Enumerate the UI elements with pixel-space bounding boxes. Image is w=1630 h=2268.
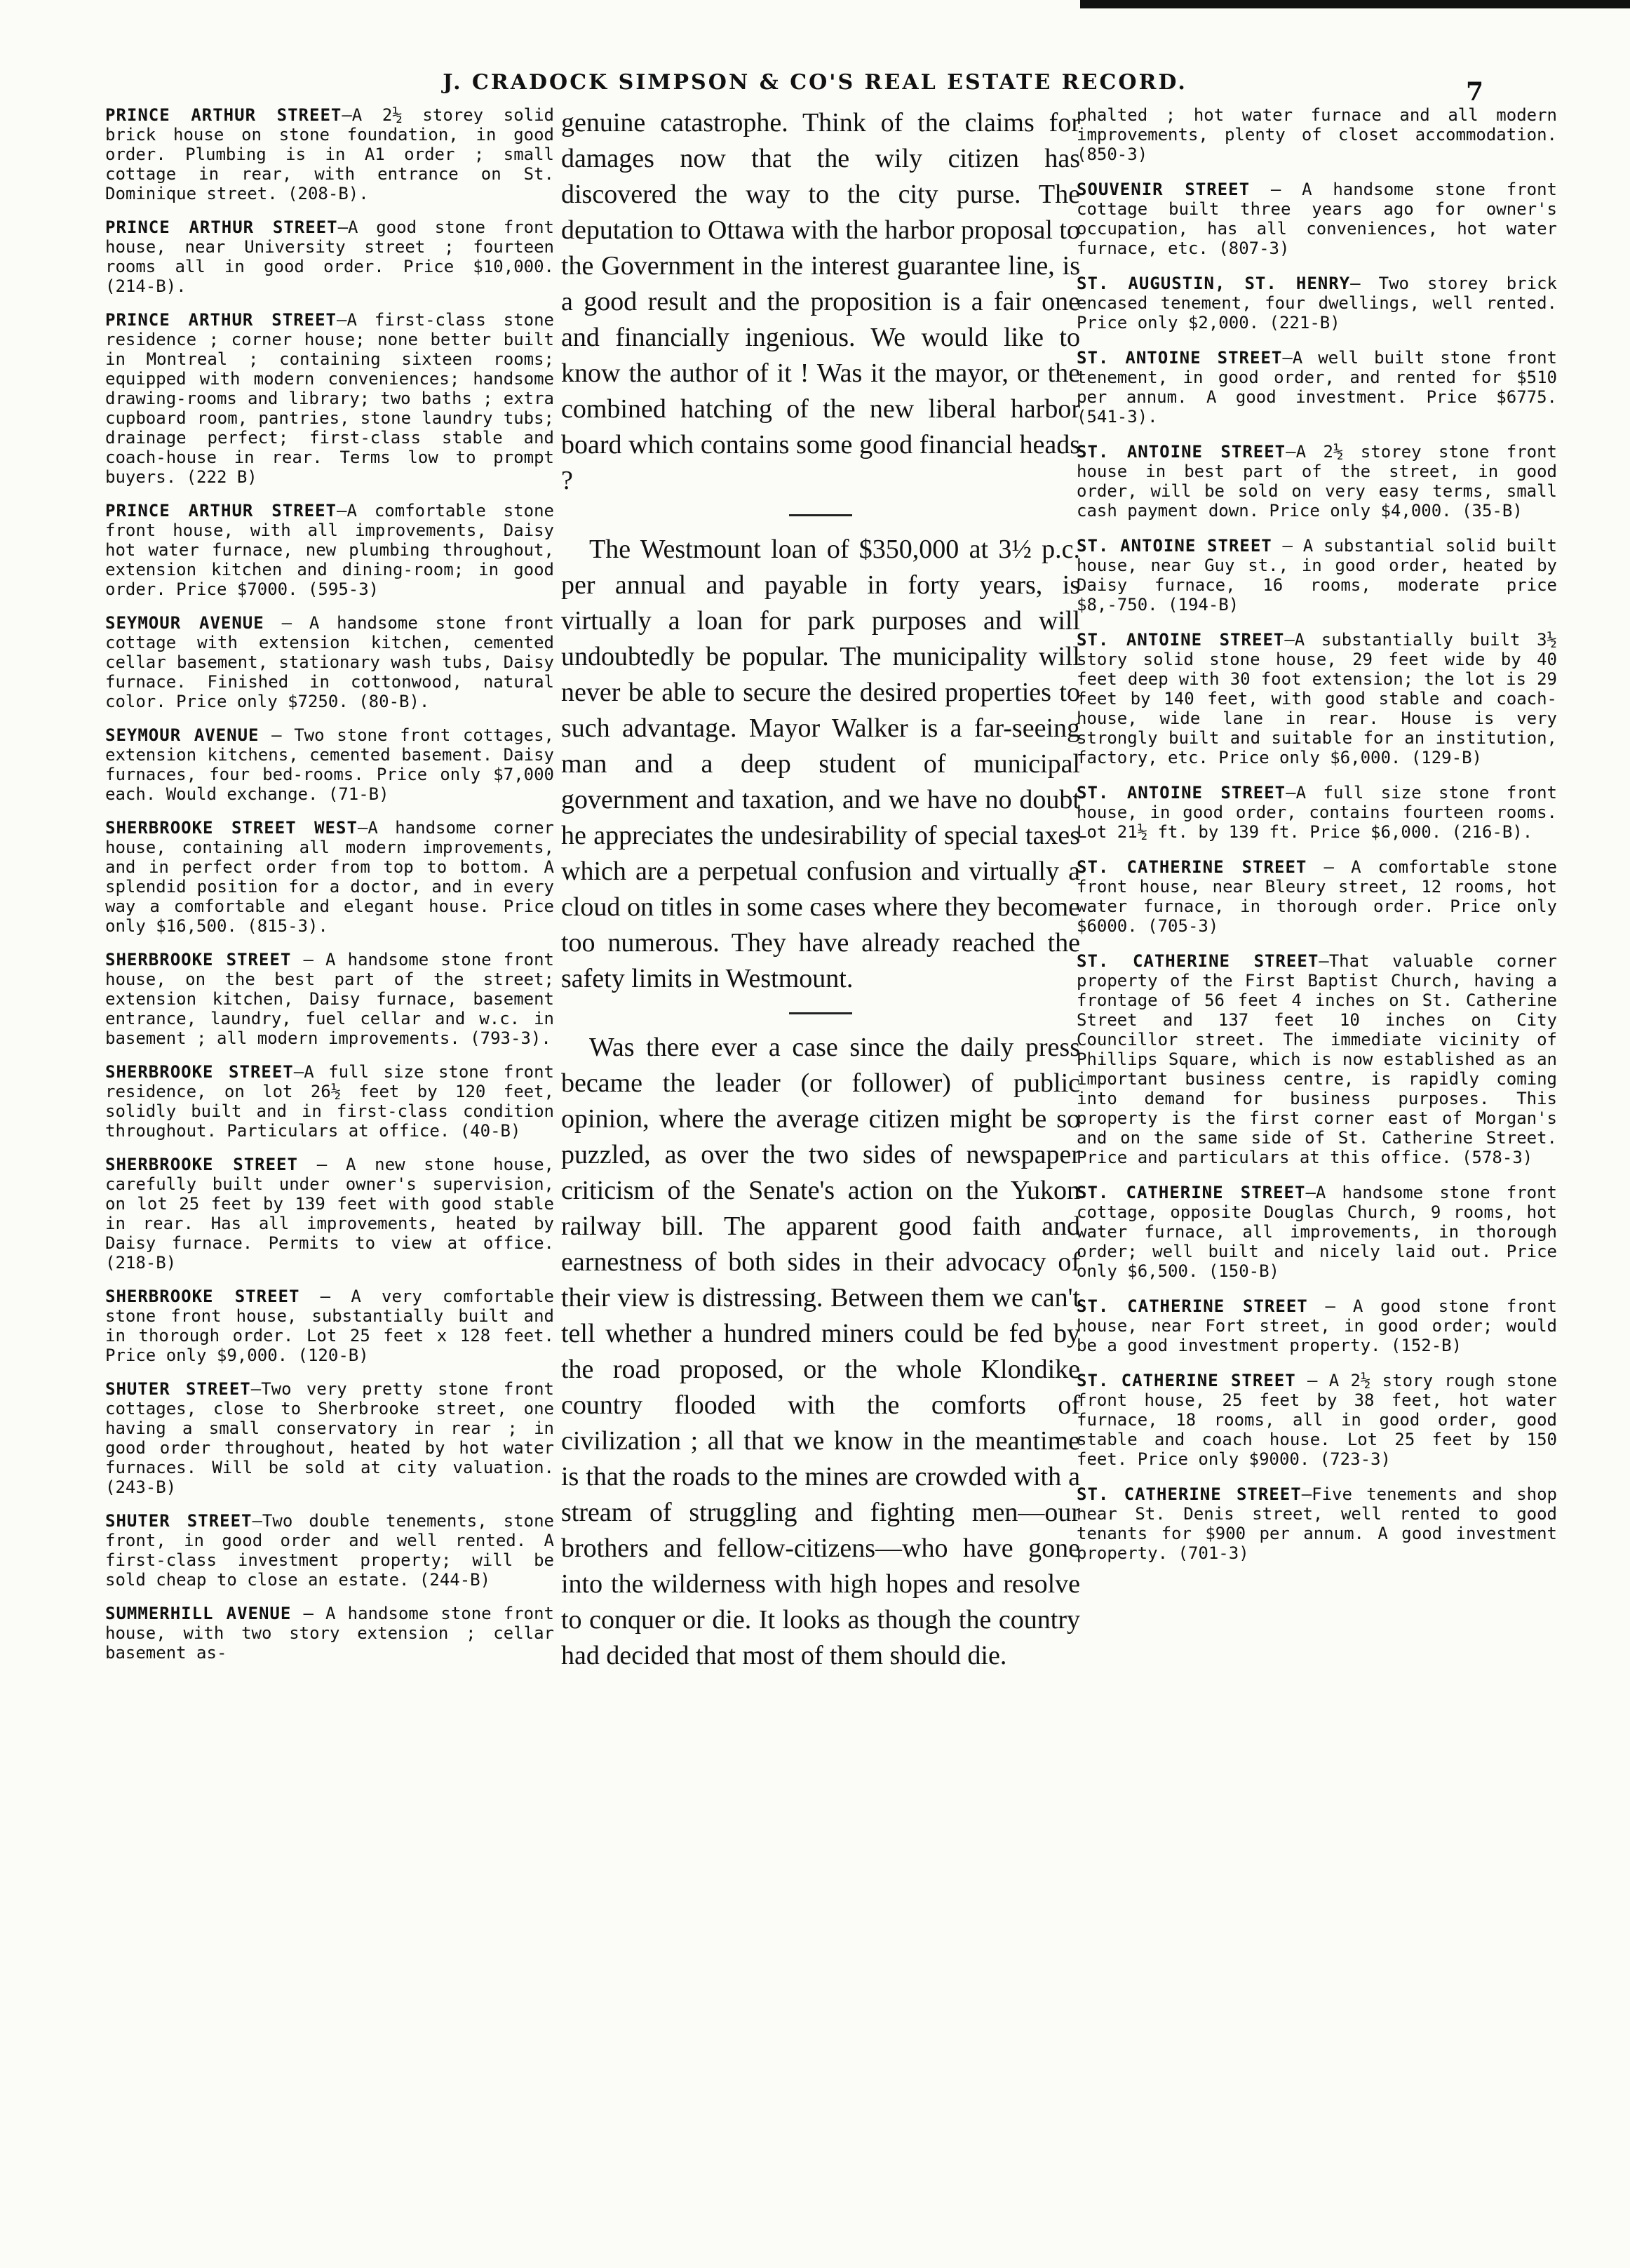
editorial-paragraph: Was there ever a case since the daily press became the leader (or follower) of public opinion, where the average citizen might be so puzzled, as over the two sides of newspaper criticism of the Senate's action on the Yukon railway bill. The apparent good faith and earnestness of both sides in their advocacy of their view is distressing. Between them we can't tell whether a hundred miners could be fed by the road proposed, or the whole Klondike country flooded with the comforts of civilization ; all that we know in the meantime is that the roads to the mines are crowded with a stream of struggling and fighting men—our brothers and fellow-citizens—who have gone into the wilderness with high hopes and resolve to conquer or die. It looks as though the country had decided that most of them should die. — [561, 1033, 1080, 1670]
real-estate-listing — [105, 818, 554, 936]
editorial-paragraph: genuine catastrophe. Think of the claims for damages now that the wily citizen has discovered the way to the city purse. The deputation to Ottawa with the harbor proposal to the Government in the interest guarantee line, is a good result and the proposition is a fair one and financially ingenious. We would like to know the author of it ! Was it the mayor, or the combined hatching of the new liberal harbor board which contains some good financial heads ? — [561, 108, 1080, 495]
real-estate-listing — [105, 1379, 554, 1497]
real-estate-listing — [1077, 536, 1557, 615]
listing-heading: ST. CATHERINE STREET — [1077, 857, 1307, 877]
listing-heading: ST. AUGUSTIN, ST. HENRY — [1077, 274, 1351, 293]
section-divider — [789, 1012, 852, 1014]
real-estate-listing — [105, 501, 554, 599]
listing-text: —A full size stone front residence, on lot 26½ feet by 120 feet, solidly built and in first-class condition throughout. Particulars at office. (40-B) — [105, 1062, 555, 1141]
listing-heading: ST. CATHERINE STREET — [1077, 1296, 1308, 1316]
listing-text: — A handsome stone front house, on the best part of the street; extension kitchen, Daisy furnace, basement entrance, laundry, fuel cellar and w.c. in basement ; all modern improvements. (793-3). — [105, 950, 554, 1048]
real-estate-listing — [1077, 1183, 1557, 1281]
real-estate-listing — [1077, 180, 1557, 258]
listing-heading: ST. ANTOINE STREET — [1077, 442, 1286, 462]
editorial-block-2 — [561, 532, 1080, 997]
listing-heading: SHERBROOKE STREET — [105, 1155, 298, 1174]
listing-heading: PRINCE ARTHUR STREET — [105, 105, 342, 125]
editorial-column — [561, 105, 1080, 1674]
listing-text: — A very comfortable stone front house, substantially built and in thorough order. Lot 25 feet x 128 feet. Price only $9,000. (120-B) — [105, 1287, 554, 1365]
real-estate-listing — [1077, 1371, 1557, 1469]
listing-heading: ST. ANTOINE STREET — [1077, 348, 1283, 368]
real-estate-listing — [105, 1511, 554, 1590]
page-number: 7 — [1466, 77, 1484, 107]
listing-heading: SHUTER STREET — [105, 1511, 252, 1531]
real-estate-listing — [1077, 630, 1557, 767]
listing-text: — A substantial solid built house, near Guy st., in good order, heated by Daisy furnace, 16 rooms, moderate price $8,-750. (194-B) — [1077, 536, 1558, 615]
listing-text: — Two storey brick encased tenement, four dwellings, well rented. Price only $2,000. (221-B) — [1077, 274, 1557, 333]
listing-heading: SHERBROOKE STREET — [105, 1062, 294, 1082]
real-estate-listing — [1077, 105, 1557, 164]
editorial-block-3 — [561, 1030, 1080, 1674]
listing-text: —A 2½ storey stone front house in best part of the street, in good order, will be sold on very easy terms, small cash payment down. Price only $4,000. (35-B) — [1077, 442, 1558, 521]
listing-text: — A good stone front house, near Fort street, in good order; would be a good investment property. (152-B) — [1077, 1296, 1558, 1355]
listing-text: —A first-class stone residence ; corner house; none better built in Montreal ; containing sixteen rooms; equipped with modern conveniences; handsome drawing-rooms and library; two baths ; extra cupboard room, pantries, stone laundry tubs; drainage perfect; first-class stable and coach-house in rear. Terms low to prompt buyers. (222 B) — [105, 310, 554, 487]
listing-text: —A handsome stone front cottage, opposite Douglas Church, 9 rooms, hot water furnace, all improvements, in thorough order; well built and nicely laid out. Price only $6,500. (150-B) — [1077, 1183, 1557, 1281]
listing-text: —A well built stone front tenement, in good order, and rented for $510 per annum. A good investment. Price $6775. (541-3). — [1077, 348, 1557, 427]
real-estate-listing — [105, 950, 554, 1048]
real-estate-listing — [1077, 951, 1557, 1167]
listing-heading: SOUVENIR STREET — [1077, 180, 1251, 199]
real-estate-listing — [105, 1155, 554, 1273]
listings-column-right — [1077, 105, 1557, 1578]
real-estate-listing — [1077, 348, 1557, 427]
listing-heading: ST. ANTOINE STREET — [1077, 536, 1272, 556]
listing-heading: SHERBROOKE STREET — [105, 1287, 300, 1306]
listing-text: — A new stone house, carefully built under owner's supervision, on lot 25 feet by 139 feet with good stable in rear. Has all improvements, heated by Daisy furnace. Permits to view at office. (218-B) — [105, 1155, 555, 1273]
listing-heading: ST. CATHERINE STREET — [1077, 1183, 1306, 1202]
real-estate-listing — [105, 310, 554, 487]
real-estate-listing — [1077, 783, 1557, 842]
real-estate-listing — [1077, 442, 1557, 521]
listing-text: —Two very pretty stone front cottages, close to Sherbrooke street, one having a small conservatory in rear ; in good order throughout, heated by hot water furnaces. Will be sold at city valuation. (243-B) — [105, 1379, 555, 1497]
listing-text: — A comfortable stone front house, near Bleury street, 12 rooms, hot water furnace, in thorough order. Price only $6000. (705-3) — [1077, 857, 1557, 936]
listing-text: — A handsome stone front cottage with extension kitchen, cemented cellar basement, stationary wash tubs, Daisy furnace. Finished in cottonwood, natural color. Price only $7250. (80-B). — [105, 613, 554, 711]
listing-text: —A handsome corner house, containing all modern improvements, and in perfect order from top to bottom. A splendid position for a doctor, and in every way a comfortable and elegant house. Price only $16,500. (815-3). — [105, 818, 554, 936]
listing-heading: PRINCE ARTHUR STREET — [105, 310, 337, 330]
listing-text: —Two double tenements, stone front, in good order and well rented. A first-class investment property; will be sold cheap to close an estate. (244-B) — [105, 1511, 554, 1590]
listing-text: — A handsome stone front house, with two story extension ; cellar basement as- — [105, 1604, 554, 1663]
real-estate-listing — [1077, 274, 1557, 333]
listing-heading: ST. CATHERINE STREET — [1077, 951, 1319, 971]
real-estate-listing — [1077, 1484, 1557, 1563]
listing-text: phalted ; hot water furnace and all modern improvements, plenty of closet accommodation. (850-3) — [1077, 105, 1557, 164]
listing-text: —A good stone front house, near University street ; fourteen rooms all in good order. Price $10,000. (214-B). — [105, 217, 554, 296]
real-estate-listing — [105, 725, 554, 804]
real-estate-listing — [105, 1062, 554, 1141]
real-estate-listing — [105, 1604, 554, 1663]
listing-heading: SUMMERHILL AVENUE — [105, 1604, 292, 1623]
listing-text: —That valuable corner property of the First Baptist Church, having a frontage of 56 feet 4 inches on St. Catherine Street and 137 feet 10 inches on City Councillor street. The immediate vicinity of Phillips Square, which is now established as an important business centre, is rapidly coming into demand for business purposes. This property is the first corner east of Morgan's and on the same side of St. Catherine Street. Price and particulars at this office. (578-3) — [1077, 951, 1558, 1167]
top-border-bar — [1080, 0, 1630, 8]
listing-heading: SHERBROOKE STREET — [105, 950, 292, 969]
listing-heading: ST. ANTOINE STREET — [1077, 630, 1285, 650]
listing-heading: SEYMOUR AVENUE — [105, 613, 264, 633]
listing-text: —A 2½ storey solid brick house on stone foundation, in good order. Plumbing is in A1 order ; small cottage in rear, with entrance on St. Dominique street. (208-B). — [105, 105, 554, 203]
listing-heading: PRINCE ARTHUR STREET — [105, 217, 338, 237]
listing-heading: ST. ANTOINE STREET — [1077, 783, 1286, 803]
listing-text: — A 2½ story rough stone front house, 25 feet by 38 feet, hot water furnace, 18 rooms, all in good order, good stable and coach house. Lot 25 feet by 150 feet. Price only $9000. (723-3) — [1077, 1371, 1558, 1469]
listing-text: — A handsome stone front cottage built three years ago for owner's occupation, has all conveniences, hot water furnace, etc. (807-3) — [1077, 180, 1557, 258]
listing-text: —A substantially built 3½ story solid stone house, 29 feet wide by 40 feet deep with 30 foot extension; the lot is 29 feet by 140 feet, with good stable and coach-house, wide lane in rear. House is very strongly built and suitable for an institution, factory, etc. Price only $6,000. (129-B) — [1077, 630, 1557, 767]
section-divider — [789, 514, 852, 516]
real-estate-listing — [105, 1287, 554, 1365]
real-estate-listing — [1077, 1296, 1557, 1355]
real-estate-listing — [105, 217, 554, 296]
listing-heading: ST. CATHERINE STREET — [1077, 1484, 1302, 1504]
listings-column-left — [105, 105, 554, 1677]
listing-heading: PRINCE ARTHUR STREET — [105, 501, 337, 521]
listing-text: —A full size stone front house, in good order, contains fourteen rooms. Lot 21½ ft. by 139 ft. Price $6,000. (216-B). — [1077, 783, 1558, 842]
real-estate-listing — [105, 613, 554, 711]
real-estate-listing — [105, 105, 554, 203]
editorial-block-1 — [561, 105, 1080, 499]
editorial-paragraph: The Westmount loan of $350,000 at 3½ p.c. per annual and payable in forty years, is virtually a loan for park purposes and will undoubtedly be popular. The municipality will never be able to secure the desired properties to such advantage. Mayor Walker is a far-seeing man and a deep student of municipal government and taxation, and we have no doubt he appreciates the undesirability of special taxes which are a perpetual confusion and virtually a cloud on titles in some cases where they become too numerous. They have already reached the safety limits in Westmount. — [561, 535, 1080, 993]
real-estate-listing — [1077, 857, 1557, 936]
listing-text: —Five tenements and shop near St. Denis street, well rented to good tenants for $900 per annum. A good investment property. (701-3) — [1077, 1484, 1558, 1563]
listing-heading: SHERBROOKE STREET WEST — [105, 818, 358, 838]
listing-heading: ST. CATHERINE STREET — [1077, 1371, 1296, 1390]
listing-text: —A comfortable stone front house, with all improvements, Daisy hot water furnace, new plumbing throughout, extension kitchen and dining-room; in good order. Price $7000. (595-3) — [105, 501, 554, 599]
listing-heading: SHUTER STREET — [105, 1379, 251, 1399]
listing-text: — Two stone front cottages, extension kitchens, cemented basement. Daisy furnaces, four bed-rooms. Price only $7,000 each. Would exchange. (71-B) — [105, 725, 554, 804]
listing-heading: SEYMOUR AVENUE — [105, 725, 260, 745]
page-header: J. CRADOCK SIMPSON & CO'S REAL ESTATE RECORD. — [443, 70, 1187, 95]
